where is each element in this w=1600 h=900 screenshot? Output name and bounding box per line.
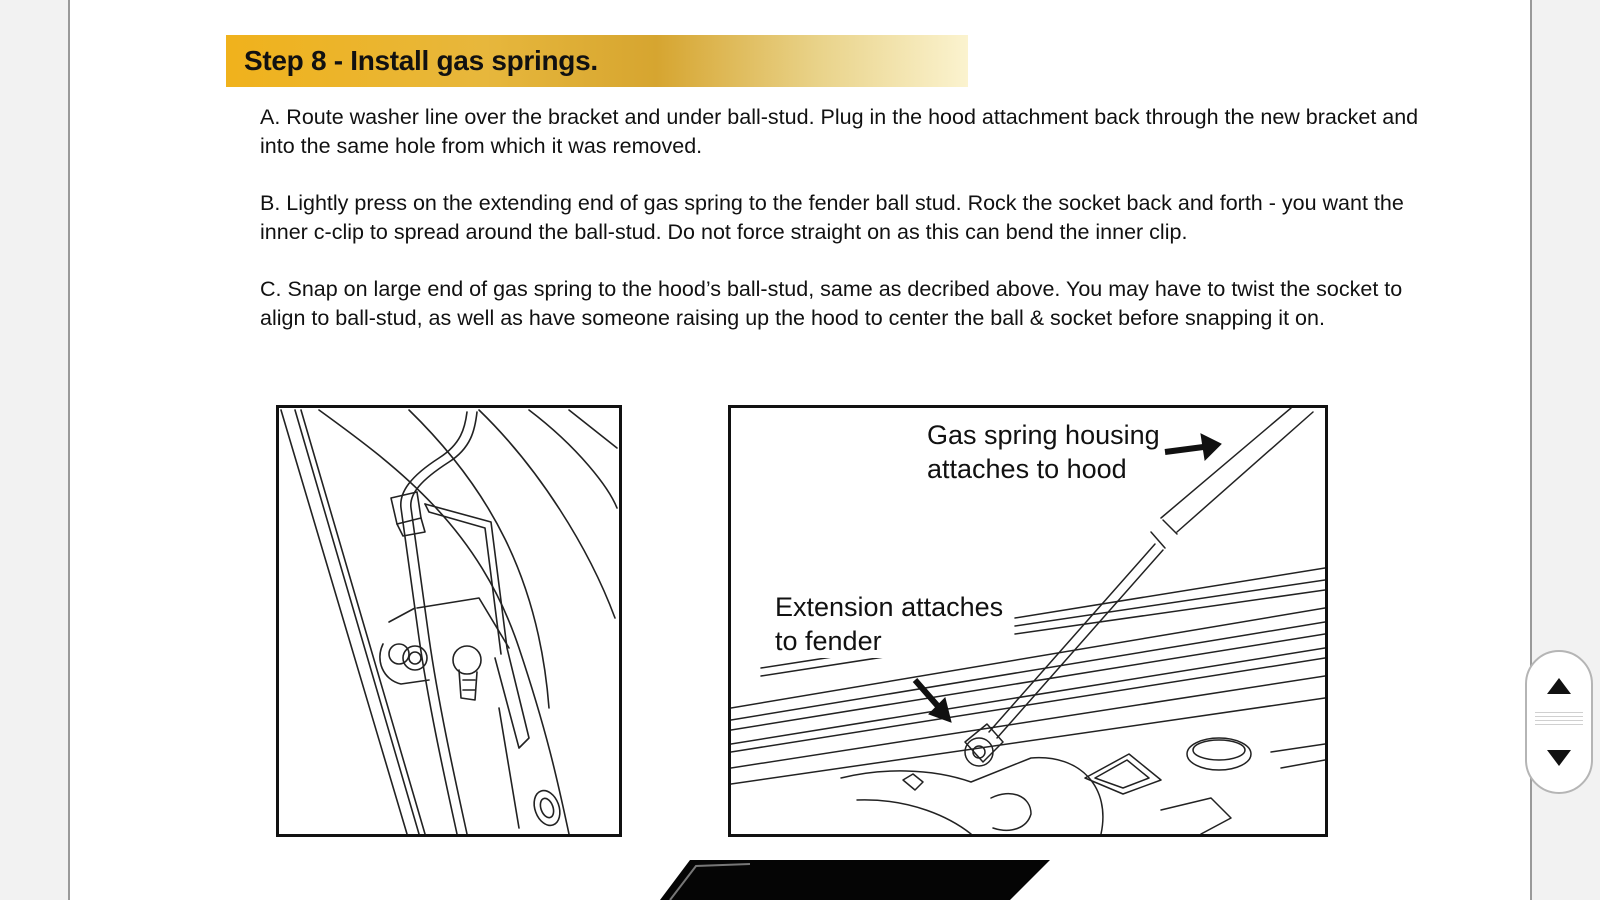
gas-spring-illustration bbox=[728, 405, 1328, 837]
instruction-c: C. Snap on large end of gas spring to the hood’s ball-stud, same as decribed above. You may have to twist the socket to align to ball-stud, as well as have someone raising up the hood to center the ball & socket before snapping it on. bbox=[260, 277, 1403, 330]
step-banner bbox=[226, 35, 968, 87]
triangle-up-icon bbox=[1545, 676, 1573, 696]
step-title: Step 8 - Install gas springs. bbox=[244, 45, 598, 76]
document-page bbox=[68, 0, 1532, 900]
scroll-down-button[interactable] bbox=[1527, 736, 1591, 780]
next-illustration-preview bbox=[630, 860, 1050, 900]
extension-label-line-2: to fender bbox=[775, 626, 882, 656]
bracket-drawing bbox=[279, 408, 619, 834]
instruction-b: B. Lightly press on the extending end of gas spring to the fender ball stud. Rock the socket back and forth - you want the inner c-clip to spread around the ball-stud. Do not force straight on as this can bend the inner clip. bbox=[260, 191, 1404, 244]
scroll-up-button[interactable] bbox=[1527, 664, 1591, 708]
triangle-down-icon bbox=[1545, 748, 1573, 768]
housing-label-line-2: attaches to hood bbox=[927, 454, 1127, 484]
extension-label bbox=[775, 590, 1003, 658]
gas-spring-housing-label bbox=[927, 418, 1160, 486]
extension-label-line-1: Extension attaches bbox=[775, 592, 1004, 622]
scroll-grip[interactable] bbox=[1535, 712, 1583, 732]
page-scroll-control bbox=[1525, 650, 1593, 794]
instruction-a: A. Route washer line over the bracket and under ball-stud. Plug in the hood attachment back through the new bracket and into the same hole from which it was removed. bbox=[260, 105, 1419, 158]
bracket-illustration bbox=[276, 405, 622, 837]
housing-label-line-1: Gas spring housing bbox=[927, 420, 1160, 450]
